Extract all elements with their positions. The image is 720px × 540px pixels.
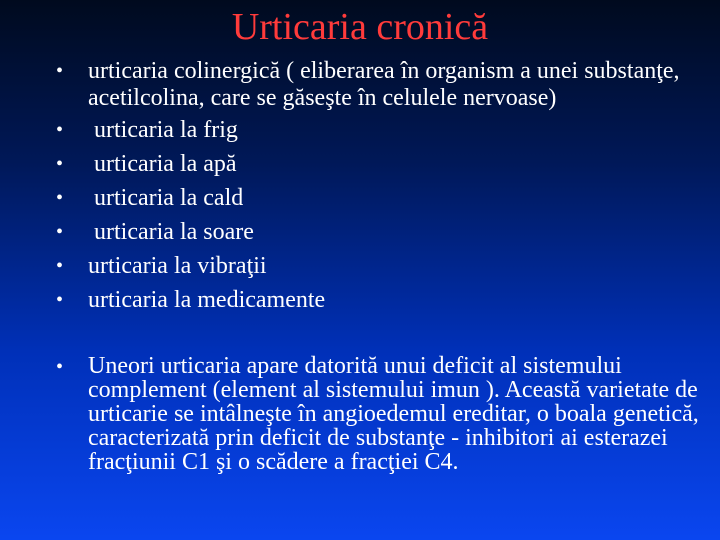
- list-item-text: urticaria la apă: [94, 151, 237, 177]
- bullet-icon: •: [56, 289, 64, 311]
- list-item-text: urticaria la soare: [94, 219, 254, 245]
- list-item: [56, 219, 706, 246]
- bullet-icon: •: [56, 60, 64, 82]
- list-item: [56, 253, 706, 280]
- bullet-icon: •: [56, 187, 64, 209]
- list-item-text: urticaria colinergică ( eliberarea în organism a unei substanţe, acetilcolina, care se găseşte în celulele nervoase): [88, 58, 680, 111]
- list-item: [56, 354, 706, 474]
- list-item-text: urticaria la cald: [94, 185, 244, 211]
- list-item: [56, 151, 706, 178]
- bullet-icon: •: [56, 153, 64, 175]
- slide-title: Urticaria cronică: [231, 6, 489, 48]
- list-item-text: urticaria la medicamente: [88, 287, 326, 313]
- list-item-text: Uneori urticaria apare datorită unui deficit al sistemului complement (element al sistemului imun ). Această varietate de urticarie se intâlneşte în angioedemul ereditar, o boala genetică, caracterizată prin deficit de substanţe - inhibitori ai esterazei fracţiunii C1 şi o scădere a fracţiei C4.: [88, 353, 699, 475]
- bullet-icon: •: [56, 119, 64, 141]
- bullet-icon: •: [56, 356, 64, 378]
- list-item: [56, 58, 706, 112]
- bullet-icon: •: [56, 221, 64, 243]
- list-item: [56, 117, 706, 144]
- bullet-icon: •: [56, 255, 64, 277]
- list-item-text: urticaria la vibraţii: [88, 253, 267, 279]
- list-item-text: urticaria la frig: [94, 117, 238, 143]
- list-item: [56, 287, 706, 314]
- bullet-list: [56, 58, 706, 481]
- list-item: [56, 185, 706, 212]
